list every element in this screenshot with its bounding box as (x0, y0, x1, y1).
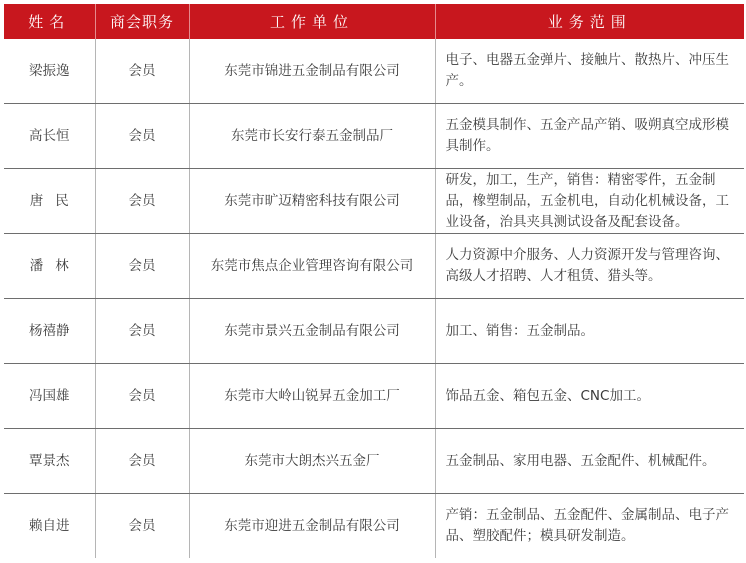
header-business: 业务范围 (435, 4, 744, 39)
member-role: 会员 (95, 364, 189, 429)
header-row (4, 4, 744, 39)
header-company: 工作单位 (189, 4, 435, 39)
header-name: 姓名 (4, 4, 95, 39)
table-row (4, 299, 744, 364)
member-name: 梁振逸 (4, 39, 95, 104)
member-business: 产销：五金制品、五金配件、金属制品、电子产品、塑胶配件；模具研发制造。 (445, 507, 729, 544)
table-row (4, 364, 744, 429)
table-header (4, 4, 744, 39)
member-business: 饰品五金、箱包五金、CNC加工。 (435, 364, 744, 429)
member-name: 杨禧静 (4, 299, 95, 364)
member-name: 赖自进 (4, 494, 95, 559)
member-business: 加工、销售：五金制品。 (435, 299, 744, 364)
members-table (4, 4, 744, 558)
table-body (4, 39, 744, 558)
member-name: 高长恒 (4, 104, 95, 169)
table-row (4, 104, 744, 169)
member-role: 会员 (95, 169, 189, 234)
member-company: 东莞市大岭山锐昇五金加工厂 (189, 364, 435, 429)
member-role: 会员 (95, 104, 189, 169)
table-row (4, 39, 744, 104)
member-company: 东莞市焦点企业管理咨询有限公司 (189, 234, 435, 299)
table-row (4, 234, 744, 299)
member-business: 五金模具制作、五金产品产销、吸朔真空成形模具制作。 (435, 104, 744, 169)
member-role: 会员 (95, 429, 189, 494)
member-company: 东莞市大朗杰兴五金厂 (189, 429, 435, 494)
member-company: 东莞市旷迈精密科技有限公司 (189, 169, 435, 234)
member-company: 东莞市长安行泰五金制品厂 (189, 104, 435, 169)
member-company: 东莞市锦进五金制品有限公司 (189, 39, 435, 104)
member-name: 冯国雄 (4, 364, 95, 429)
table-row (4, 169, 744, 234)
member-business: 人力资源中介服务、人力资源开发与管理咨询、高级人才招聘、人才租赁、猎头等。 (435, 234, 744, 299)
member-name: 潘林 (4, 234, 95, 299)
member-company: 东莞市迎进五金制品有限公司 (189, 494, 435, 559)
header-role: 商会职务 (95, 4, 189, 39)
member-role: 会员 (95, 234, 189, 299)
member-business: 研发，加工，生产，销售：精密零件，五金制品，橡塑制品，五金机电，自动化机械设备，工业设备，治具夹具测试设备及配套设备。 (435, 169, 744, 234)
member-company: 东莞市景兴五金制品有限公司 (189, 299, 435, 364)
member-role: 会员 (95, 39, 189, 104)
member-role: 会员 (95, 299, 189, 364)
member-business: 电子、电器五金弹片、接触片、散热片、冲压生产。 (435, 39, 744, 104)
member-name: 唐民 (4, 169, 95, 234)
member-role: 会员 (95, 494, 189, 559)
member-name: 覃景杰 (4, 429, 95, 494)
table-row (4, 429, 744, 494)
member-business: 五金制品、家用电器、五金配件、机械配件。 (435, 429, 744, 494)
table-row (4, 494, 744, 559)
